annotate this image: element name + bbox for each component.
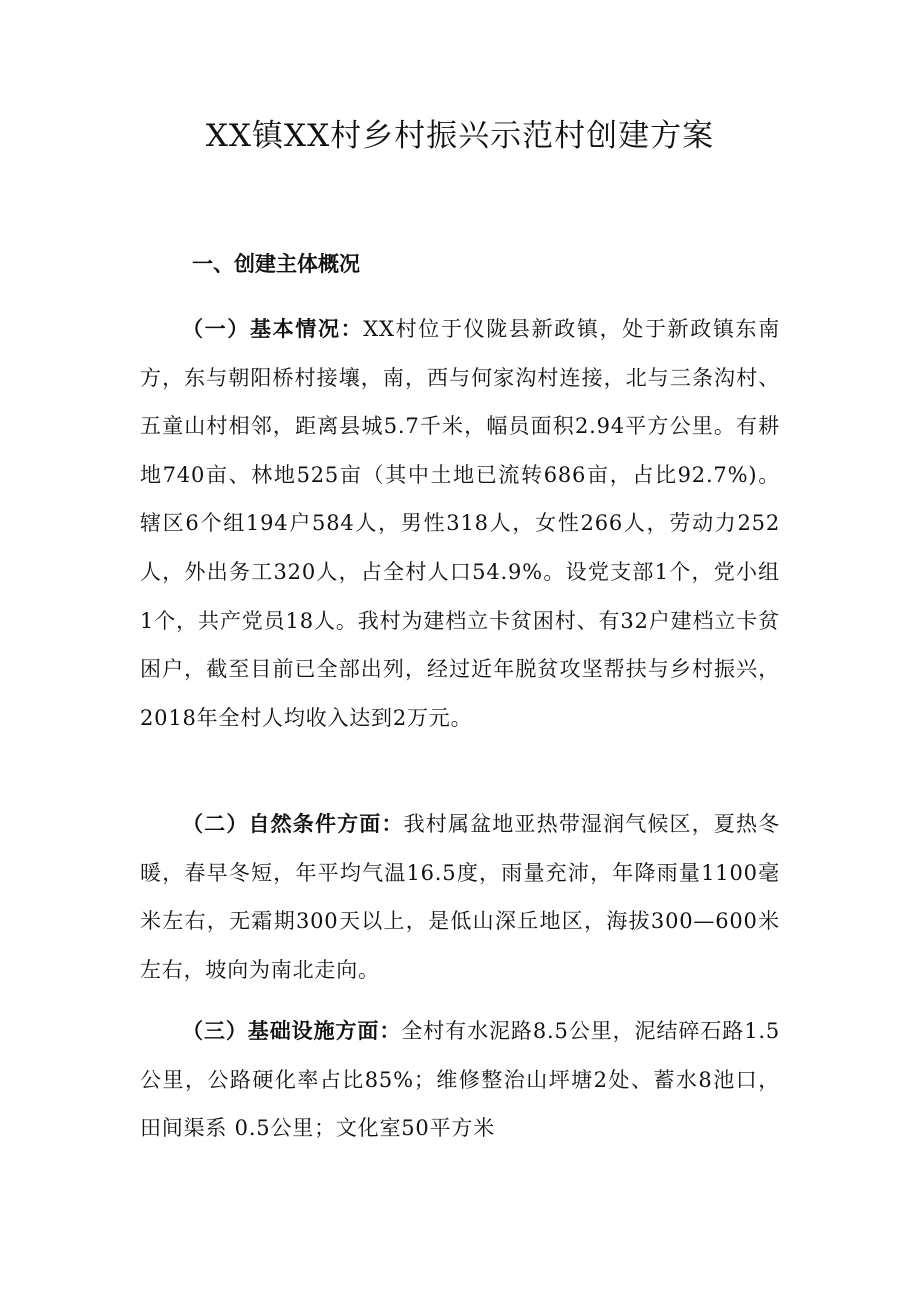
paragraph-text-basic-situation: XX村位于仪陇县新政镇，处于新政镇东南方，东与朝阳桥村接壤，南，西与何家沟村连接，北与三条沟村、五童山村相邻，距离县城5.7千米，幅员面积2.94平方公里。有耕地740亩、林地525亩（其中土地已流转686亩，占比92.7%)。辖区6个组194户584人，男性318人，女性266人，劳动力252人，外出务工320人，占全村人口54.9%。设党支部1个，党小组1个，共产党员18人。我村为建档立卡贫困村、有32户建档立卡贫困户，截至目前已全部出列，经过近年脱贫攻坚帮扶与乡村振兴，2018年全村人均收入达到2万元。: [140, 317, 780, 730]
paragraph-text-infrastructure: 全村有水泥路8.5公里，泥结碎石路1.5公里，公路硬化率占比85%；维修整治山坪塘2处、蓄水8池口，田间渠系 0.5公里；文化室50平方米: [140, 1019, 780, 1141]
paragraph-lead-infrastructure: （三）基础设施方面：: [182, 1019, 402, 1043]
paragraph-infrastructure: [140, 1007, 780, 1153]
document-title: XX镇XX村乡村振兴示范村创建方案: [205, 118, 715, 154]
paragraph-lead-natural-conditions: （二）自然条件方面：: [182, 812, 404, 836]
section-heading-overview: 一、创建主体概况: [192, 252, 360, 276]
paragraph-lead-basic-situation: （一）基本情况：: [182, 317, 364, 341]
paragraph-natural-conditions: [140, 800, 780, 994]
paragraph-text-natural-conditions: 我村属盆地亚热带湿润气候区，夏热冬暖，春早冬短，年平均气温16.5度，雨量充沛，年降雨量1100毫米左右，无霜期300天以上，是低山深丘地区，海拔300—600米左右，坡向为南北走向。: [140, 812, 781, 982]
paragraph-basic-situation: [140, 305, 780, 742]
